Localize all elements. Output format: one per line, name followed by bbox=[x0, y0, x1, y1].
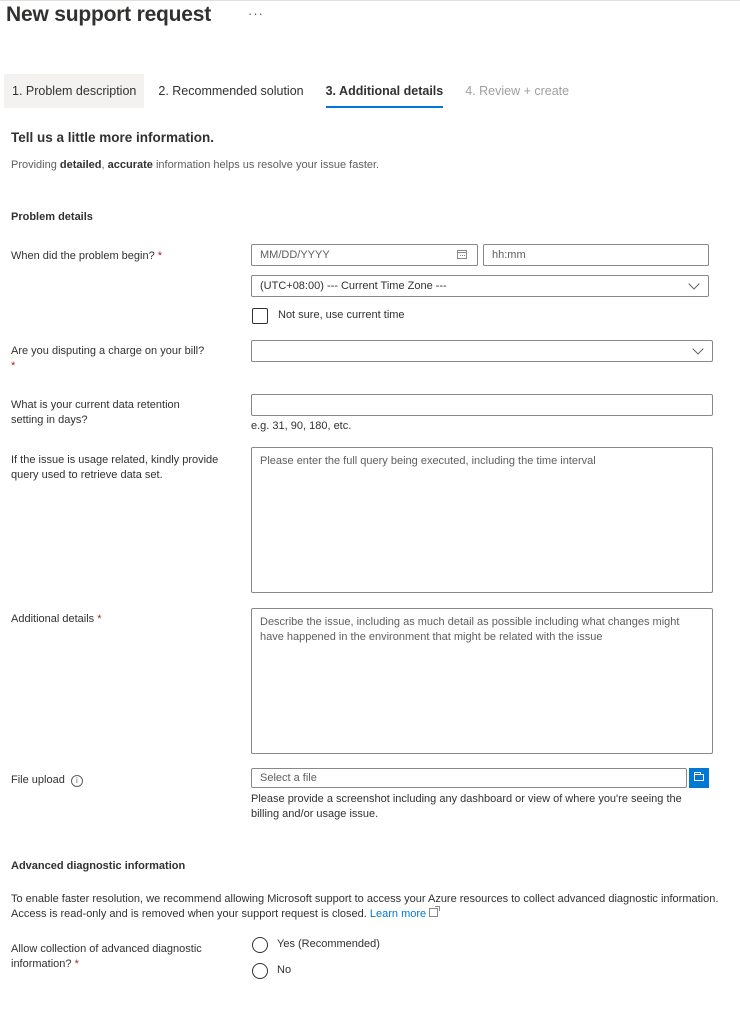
calendar-icon[interactable] bbox=[457, 250, 467, 259]
radio-yes[interactable] bbox=[252, 937, 268, 953]
tab-problem-description[interactable]: 1. Problem description bbox=[4, 74, 144, 108]
top-divider bbox=[0, 0, 740, 1]
time-placeholder: hh:mm bbox=[492, 249, 526, 261]
radio-yes-label[interactable]: Yes (Recommended) bbox=[277, 938, 380, 950]
additional-details-textarea[interactable] bbox=[251, 608, 713, 754]
wizard-tabs bbox=[4, 74, 583, 108]
tab-review-create: 4. Review + create bbox=[465, 84, 570, 98]
query-placeholder: Please enter the full query being executed, including the time interval bbox=[260, 455, 596, 467]
radio-no[interactable] bbox=[252, 963, 268, 979]
time-input[interactable] bbox=[483, 244, 709, 266]
not-sure-label[interactable]: Not sure, use current time bbox=[278, 309, 405, 321]
allow-collection-label bbox=[11, 942, 236, 972]
intro-text bbox=[11, 159, 379, 171]
intro-bold-detailed: detailed bbox=[59, 159, 102, 171]
file-placeholder: Select a file bbox=[260, 772, 317, 784]
allow-label-text: Allow collection of advanced diagnostic information? bbox=[11, 943, 202, 970]
additional-details-label bbox=[11, 612, 236, 627]
tab-recommended-solution[interactable]: 2. Recommended solution bbox=[158, 84, 304, 98]
required-mark: * bbox=[11, 360, 16, 372]
retention-input[interactable] bbox=[251, 394, 713, 416]
file-upload-label bbox=[11, 773, 236, 788]
required-mark: * bbox=[157, 250, 163, 262]
browse-file-button[interactable] bbox=[689, 768, 709, 788]
not-sure-checkbox[interactable] bbox=[252, 308, 268, 324]
additional-placeholder: Describe the issue, including as much detail as possible including what changes might have happened in the environment that might be related with the issue bbox=[260, 616, 680, 643]
radio-no-label[interactable]: No bbox=[277, 964, 292, 976]
problem-details-heading: Problem details bbox=[11, 211, 93, 223]
dispute-label-text: Are you disputing a charge on your bill? bbox=[11, 345, 205, 357]
advanced-diagnostic-heading: Advanced diagnostic information bbox=[11, 860, 186, 872]
file-select-input[interactable] bbox=[251, 768, 687, 788]
timezone-value: (UTC+08:00) --- Current Time Zone --- bbox=[260, 280, 447, 292]
intro-text-part: , bbox=[101, 159, 108, 171]
chevron-down-icon bbox=[688, 278, 699, 289]
additional-label-text: Additional details bbox=[11, 613, 95, 625]
info-icon[interactable]: i bbox=[71, 775, 83, 787]
retention-hint: e.g. 31, 90, 180, etc. bbox=[251, 420, 352, 432]
tab-additional-details[interactable]: 3. Additional details bbox=[318, 74, 452, 108]
folder-icon bbox=[694, 774, 704, 781]
external-link-icon bbox=[429, 908, 438, 917]
learn-more-link[interactable]: Learn more bbox=[369, 908, 427, 920]
date-placeholder: MM/DD/YYYY bbox=[260, 249, 330, 261]
intro-text-part: Providing bbox=[11, 159, 60, 171]
intro-text-part: information helps us resolve your issue faster. bbox=[152, 159, 380, 171]
required-mark: * bbox=[97, 613, 102, 625]
file-label-text: File upload bbox=[11, 774, 65, 786]
page-title: New support request bbox=[6, 3, 212, 26]
intro-bold-accurate: accurate bbox=[107, 159, 153, 171]
query-label: If the issue is usage related, kindly provide query used to retrieve data set. bbox=[11, 454, 219, 481]
when-label-text: When did the problem begin? bbox=[11, 250, 155, 262]
when-label bbox=[11, 249, 236, 264]
dispute-dropdown[interactable] bbox=[251, 340, 713, 362]
date-input[interactable] bbox=[251, 244, 478, 266]
advanced-paragraph bbox=[11, 892, 731, 922]
file-hint: Please provide a screenshot including any dashboard or view of where you're seeing the billing and/or usage issue. bbox=[251, 793, 682, 820]
query-textarea[interactable] bbox=[251, 447, 713, 593]
advanced-paragraph-text: To enable faster resolution, we recommend allowing Microsoft support to access your Azure resources to collect advanced diagnostic information. Access is read-only and is removed when your support request is closed. bbox=[11, 893, 719, 920]
timezone-dropdown[interactable] bbox=[251, 275, 709, 297]
chevron-down-icon bbox=[692, 343, 703, 354]
retention-label: What is your current data retention setting in days? bbox=[11, 399, 180, 426]
section-heading: Tell us a little more information. bbox=[11, 130, 215, 145]
required-mark: * bbox=[74, 958, 79, 970]
dispute-label bbox=[11, 344, 236, 374]
more-options-button[interactable]: ··· bbox=[248, 6, 264, 21]
